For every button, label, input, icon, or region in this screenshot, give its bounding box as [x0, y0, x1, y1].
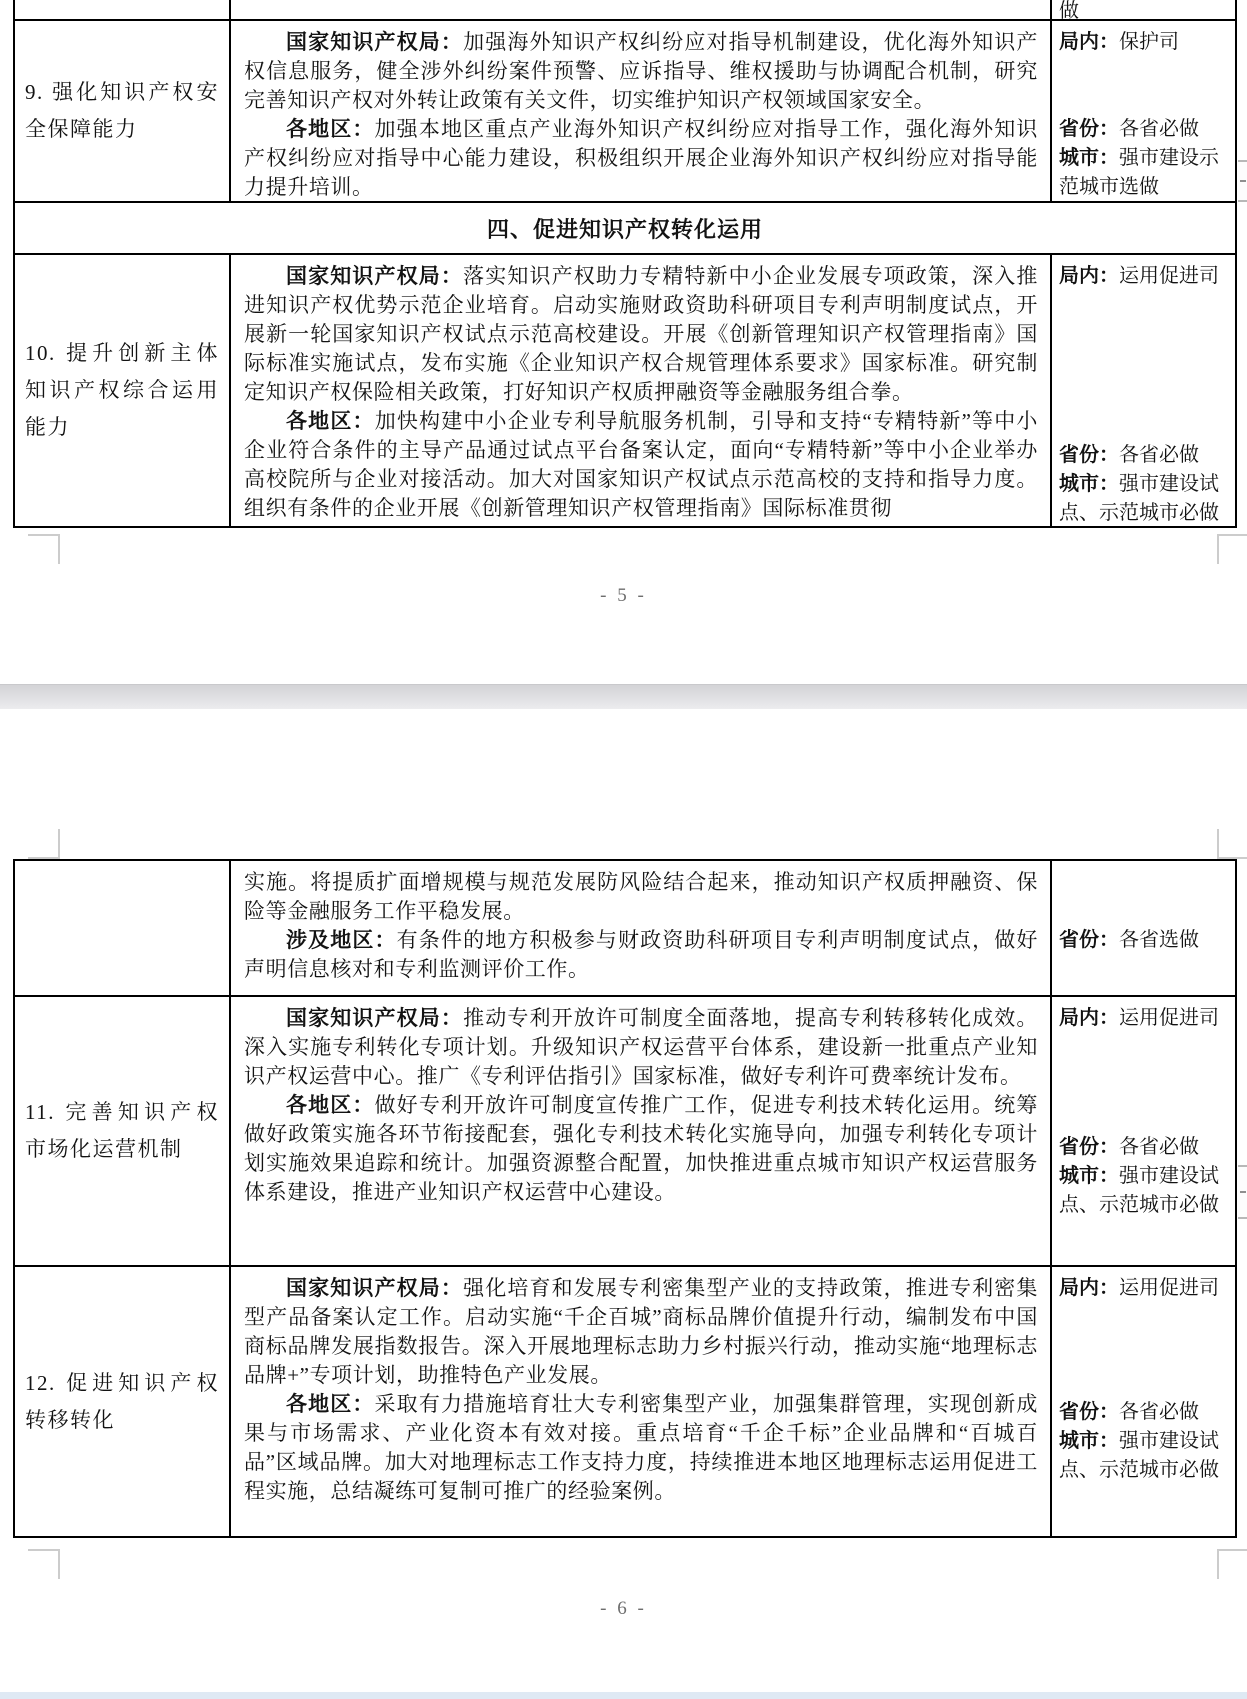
- province-label: 省份：: [1059, 118, 1119, 140]
- task10cont-title-cell: [15, 861, 231, 995]
- task10cont-text: [244, 868, 1038, 926]
- dept-value: 运用促进司: [1119, 1007, 1219, 1029]
- table-row-fragment: [15, 0, 1235, 21]
- page-number-6: - 6 -: [600, 1598, 647, 1619]
- table-row-11: [15, 997, 1235, 1267]
- section-header-title: 四、促进知识产权转化运用: [486, 216, 763, 242]
- regions-text: 加快构建中小企业专利导航服务机制，引导和支持“专精特新”等中小企业符合条件的主导产品通过试点平台备案认定，面向“专精特新”等中小企业举办高校院所与企业对接活动。加大对国家知识产权试点示范高校的支持和指导力度。组织有条件的企业开展《创新管理知识产权管理指南》国际标准贯彻: [244, 409, 1038, 520]
- task11-regions-paragraph: [244, 1091, 1038, 1207]
- task12-dept-line: [1059, 1274, 1232, 1303]
- agency-label: 国家知识产权局：: [286, 30, 464, 54]
- regions-label: 各地区：: [286, 1093, 375, 1117]
- text-boundary-mark: [28, 1549, 60, 1579]
- task12-agency-paragraph: [244, 1274, 1038, 1390]
- task9-responsibility-cell: [1052, 21, 1235, 201]
- task11-region-lines: [1059, 1133, 1232, 1220]
- dept-value: 运用促进司: [1119, 265, 1219, 287]
- task10-dept-line: [1059, 262, 1232, 291]
- agency-label: 国家知识产权局：: [286, 1006, 464, 1030]
- city-value: 强市建设试点、示范城市必做: [1059, 473, 1219, 524]
- task12-title: 12. 促进知识产权转移转化: [25, 1370, 219, 1432]
- agency-text: 强化培育和发展专利密集型产业的支持政策，推进专利密集型产品备案认定工作。启动实施“千企百城”商标品牌价值提升行动，编制发布中国商标品牌发展指数报告。深入开展地理标志助力乡村振兴行动，推动实施“地理标志品牌+”专项计划，助推特色产业发展。: [244, 1276, 1038, 1387]
- task10-measures-cell: [231, 255, 1052, 526]
- task10cont-responsibility-cell: [1052, 861, 1235, 995]
- regions-text: 做好专利开放许可制度宣传推广工作，促进专利技术转化运用。统筹做好政策实施各环节衔接配套，强化专利技术转化实施导向，加强专利转化专项计划实施效果追踪和统计。加强资源整合配置，加快推进重点城市知识产权运营服务体系建设，推进产业知识产权运营中心建设。: [244, 1093, 1039, 1204]
- window-bottom-strip: [0, 1692, 1247, 1699]
- page-number-5: - 5 -: [600, 585, 647, 606]
- agency-text: 加强海外知识产权纠纷应对指导机制建设，优化海外知识产权信息服务，健全涉外纠纷案件预警、应诉指导、维权援助与协调配合机制，研究完善知识产权对外转让政策有关文件，切实维护知识产权领域国家安全。: [244, 30, 1038, 112]
- page6-task-table: [13, 859, 1237, 1538]
- city-label: 城市：: [1059, 473, 1119, 495]
- task12-measures-cell: [231, 1267, 1052, 1536]
- task11-responsibility-cell: [1052, 997, 1235, 1265]
- task10-title: 10. 提升创新主体知识产权综合运用能力: [25, 341, 219, 439]
- regions-label: 各地区：: [286, 117, 375, 141]
- text-boundary-mark: [28, 829, 60, 859]
- task12-responsibility-cell: [1052, 1267, 1235, 1536]
- continued-text: 实施。将提质扩面增规模与规范发展防风险结合起来，推动知识产权质押融资、保险等金融服务工作平稳发展。: [244, 870, 1038, 923]
- text-boundary-mark: [1217, 829, 1247, 859]
- province-value: 各省选做: [1119, 929, 1199, 951]
- dept-value: 运用促进司: [1119, 1277, 1219, 1299]
- text-boundary-mark: [1217, 1549, 1247, 1579]
- task10-region-lines: [1059, 441, 1232, 526]
- agency-label: 国家知识产权局：: [286, 1276, 464, 1300]
- city-value: 强市建设示范城市选做: [1059, 147, 1219, 198]
- province-line: [1059, 926, 1232, 955]
- province-value: 各省必做: [1119, 1401, 1199, 1423]
- task10-agency-paragraph: [244, 262, 1038, 407]
- task11-agency-paragraph: [244, 1004, 1038, 1091]
- regions-label: 涉及地区：: [286, 928, 397, 952]
- fragment-text: 做: [1059, 0, 1079, 19]
- province-line: [1059, 1133, 1232, 1162]
- task11-measures-cell: [231, 997, 1052, 1265]
- city-value: 强市建设试点、示范城市必做: [1059, 1430, 1219, 1481]
- task12-region-lines: [1059, 1398, 1232, 1485]
- task12-regions-paragraph: [244, 1390, 1038, 1506]
- regions-text: 有条件的地方积极参与财政资助科研项目专利声明制度试点，做好声明信息核对和专利监测评价工作。: [244, 928, 1038, 981]
- scrollbar-grip-icon: [1240, 180, 1246, 182]
- scrollbar-handle[interactable]: [1238, 160, 1247, 202]
- province-value: 各省必做: [1119, 118, 1199, 140]
- city-line: [1059, 144, 1232, 201]
- province-label: 省份：: [1059, 444, 1119, 466]
- city-line: [1059, 1427, 1232, 1485]
- task10cont-regions-paragraph: [244, 926, 1038, 984]
- fragment-title-cell: [15, 0, 231, 19]
- task9-title: 9. 强化知识产权安全保障能力: [25, 80, 219, 141]
- task9-regions-paragraph: [244, 115, 1038, 201]
- province-value: 各省必做: [1119, 1136, 1199, 1158]
- task9-region-lines: [1059, 115, 1232, 201]
- text-boundary-mark: [1217, 534, 1247, 564]
- province-line: [1059, 441, 1232, 470]
- table-row-9: [15, 21, 1235, 203]
- city-label: 城市：: [1059, 1165, 1119, 1187]
- dept-label: 局内：: [1059, 1007, 1119, 1029]
- city-value: 强市建设试点、示范城市必做: [1059, 1165, 1219, 1216]
- task10-title-cell: [15, 255, 231, 526]
- city-label: 城市：: [1059, 1430, 1119, 1452]
- province-label: 省份：: [1059, 1401, 1119, 1423]
- page-separator[interactable]: [0, 684, 1247, 709]
- agency-label: 国家知识产权局：: [286, 264, 464, 288]
- dept-label: 局内：: [1059, 31, 1119, 53]
- task10-regions-paragraph: [244, 407, 1038, 523]
- province-value: 各省必做: [1119, 444, 1199, 466]
- scrollbar-grip-icon: [1240, 1191, 1246, 1193]
- section-header-row: [15, 203, 1235, 255]
- task10-responsibility-cell: [1052, 255, 1235, 526]
- dept-label: 局内：: [1059, 1277, 1119, 1299]
- regions-text: 采取有力措施培育壮大专利密集型产业，加强集群管理，实现创新成果与市场需求、产业化资本有效对接。重点培育“千企千标”企业品牌和“百城百品”区域品牌。加大对地理标志工作支持力度，持续推进本地区地理标志运用促进工程实施，总结凝练可复制可推广的经验案例。: [244, 1392, 1039, 1503]
- province-label: 省份：: [1059, 929, 1119, 951]
- table-row-10-continued: [15, 861, 1235, 997]
- province-line: [1059, 115, 1232, 144]
- scrollbar-handle[interactable]: [1238, 1165, 1247, 1219]
- task9-agency-paragraph: [244, 28, 1038, 115]
- page5-task-table: [13, 0, 1237, 528]
- task11-title: 11. 完善知识产权市场化运营机制: [25, 1100, 219, 1161]
- city-line: [1059, 1162, 1232, 1220]
- agency-text: 推动专利开放许可制度全面落地，提高专利转移转化成效。深入实施专利转化专项计划。升级知识产权运营平台体系，建设新一批重点产业知识产权运营中心。推广《专利评估指引》国家标准，做好专利许可费率统计发布。: [244, 1006, 1038, 1088]
- regions-label: 各地区：: [286, 409, 375, 433]
- table-row-10: [15, 255, 1235, 528]
- task11-dept-line: [1059, 1004, 1232, 1033]
- regions-text: 加强本地区重点产业海外知识产权纠纷应对指导工作，强化海外知识产权纠纷应对指导中心能力建设，积极组织开展企业海外知识产权纠纷应对指导能力提升培训。: [244, 117, 1039, 199]
- task11-title-cell: [15, 997, 231, 1265]
- dept-label: 局内：: [1059, 265, 1119, 287]
- regions-label: 各地区：: [286, 1392, 375, 1416]
- task9-dept-line: [1059, 28, 1232, 57]
- fragment-responsibility-cell: [1052, 0, 1235, 19]
- task10cont-measures-cell: [231, 861, 1052, 995]
- city-line: [1059, 470, 1232, 526]
- fragment-measures-cell: [231, 0, 1052, 19]
- table-row-12: [15, 1267, 1235, 1538]
- province-line: [1059, 1398, 1232, 1427]
- dept-value: 保护司: [1119, 31, 1179, 53]
- agency-text: 落实知识产权助力专精特新中小企业发展专项政策，深入推进知识产权优势示范企业培育。启动实施财政资助科研项目专利声明制度试点，开展新一轮国家知识产权试点示范高校建设。开展《创新管理知识产权管理指南》国际标准实施试点，发布实施《企业知识产权合规管理体系要求》国家标准。研究制定知识产权保险相关政策，打好知识产权质押融资等金融服务组合拳。: [244, 264, 1038, 404]
- task9-measures-cell: [231, 21, 1052, 201]
- task12-title-cell: [15, 1267, 231, 1536]
- text-boundary-mark: [28, 534, 60, 564]
- task9-title-cell: [15, 21, 231, 201]
- province-label: 省份：: [1059, 1136, 1119, 1158]
- city-label: 城市：: [1059, 147, 1119, 169]
